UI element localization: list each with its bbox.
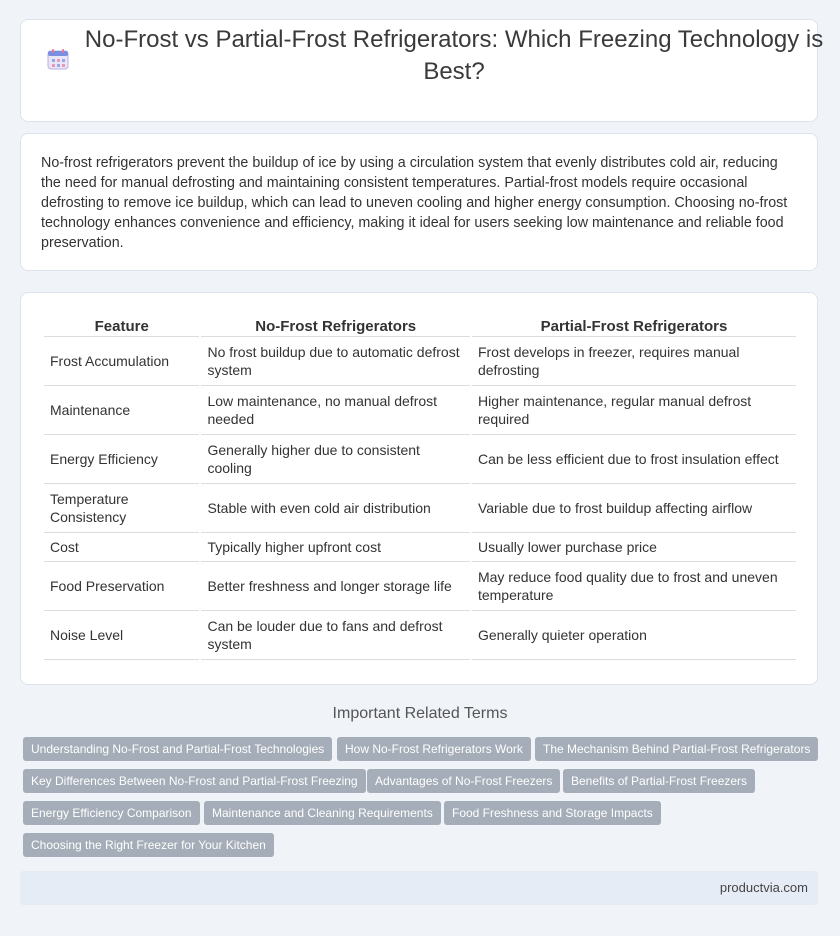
related-tag[interactable]: The Mechanism Behind Partial-Frost Refrigerators (535, 737, 818, 761)
related-tag[interactable]: Benefits of Partial-Frost Freezers (563, 769, 755, 793)
table-row (44, 611, 796, 660)
partial-frost-cell: Higher maintenance, regular manual defrost required (472, 386, 796, 435)
table-row (44, 562, 796, 611)
related-tag[interactable]: Energy Efficiency Comparison (23, 801, 200, 825)
header-no-frost: No-Frost Refrigerators (201, 313, 470, 337)
feature-cell: Energy Efficiency (44, 435, 199, 484)
no-frost-cell: Can be louder due to fans and defrost system (201, 611, 470, 660)
partial-frost-cell: May reduce food quality due to frost and uneven temperature (472, 562, 796, 611)
related-tag[interactable]: Maintenance and Cleaning Requirements (204, 801, 441, 825)
partial-frost-cell: Frost develops in freezer, requires manual defrosting (472, 337, 796, 386)
table-row (44, 484, 796, 533)
footer-site-link[interactable]: productvia.com (719, 880, 808, 895)
title-wrap (40, 24, 828, 88)
no-frost-cell: Low maintenance, no manual defrost needed (201, 386, 470, 435)
intro-paragraph: No-frost refrigerators prevent the buildup of ice by using a circulation system that evenly distributes cold air, reducing the need for manual defrosting and maintaining consistent temperatures. Partial-frost models require occasional defrosting to remove ice buildup, which can lead to uneven cooling and higher energy consumption. Choosing no-frost technology enhances convenience and efficiency, making it ideal for users seeking low maintenance and reliable food preservation. (41, 155, 788, 251)
related-tag[interactable]: Key Differences Between No-Frost and Partial-Frost Freezing (23, 769, 366, 793)
footer (20, 871, 818, 905)
comparison-table (42, 313, 798, 660)
table-row (44, 386, 796, 435)
no-frost-cell: Typically higher upfront cost (201, 533, 470, 562)
table-row (44, 435, 796, 484)
no-frost-cell: Stable with even cold air distribution (201, 484, 470, 533)
page-title: No-Frost vs Partial-Frost Refrigerators: Which Freezing Technology is Best? (84, 26, 824, 85)
no-frost-cell: Generally higher due to consistent cooling (201, 435, 470, 484)
partial-frost-cell: Usually lower purchase price (472, 533, 796, 562)
related-terms-heading: Important Related Terms (332, 705, 508, 722)
feature-cell: Food Preservation (44, 562, 199, 611)
header-partial-frost: Partial-Frost Refrigerators (472, 313, 796, 337)
comparison-card (20, 292, 818, 685)
no-frost-cell: No frost buildup due to automatic defrost system (201, 337, 470, 386)
related-tag[interactable]: Advantages of No-Frost Freezers (367, 769, 560, 793)
table-header-row (44, 313, 796, 337)
related-tag[interactable]: Food Freshness and Storage Impacts (444, 801, 661, 825)
table-row (44, 337, 796, 386)
header-feature: Feature (44, 313, 199, 337)
no-frost-cell: Better freshness and longer storage life (201, 562, 470, 611)
feature-cell: Cost (44, 533, 199, 562)
feature-cell: Temperature Consistency (44, 484, 199, 533)
intro-card (20, 133, 818, 271)
related-tag[interactable]: Understanding No-Frost and Partial-Frost Technologies (23, 737, 332, 761)
partial-frost-cell: Generally quieter operation (472, 611, 796, 660)
feature-cell: Maintenance (44, 386, 199, 435)
related-tag[interactable]: How No-Frost Refrigerators Work (337, 737, 531, 761)
partial-frost-cell: Variable due to frost buildup affecting airflow (472, 484, 796, 533)
feature-cell: Frost Accumulation (44, 337, 199, 386)
feature-cell: Noise Level (44, 611, 199, 660)
related-tag[interactable]: Choosing the Right Freezer for Your Kitchen (23, 833, 274, 857)
partial-frost-cell: Can be less efficient due to frost insulation effect (472, 435, 796, 484)
table-row (44, 533, 796, 562)
